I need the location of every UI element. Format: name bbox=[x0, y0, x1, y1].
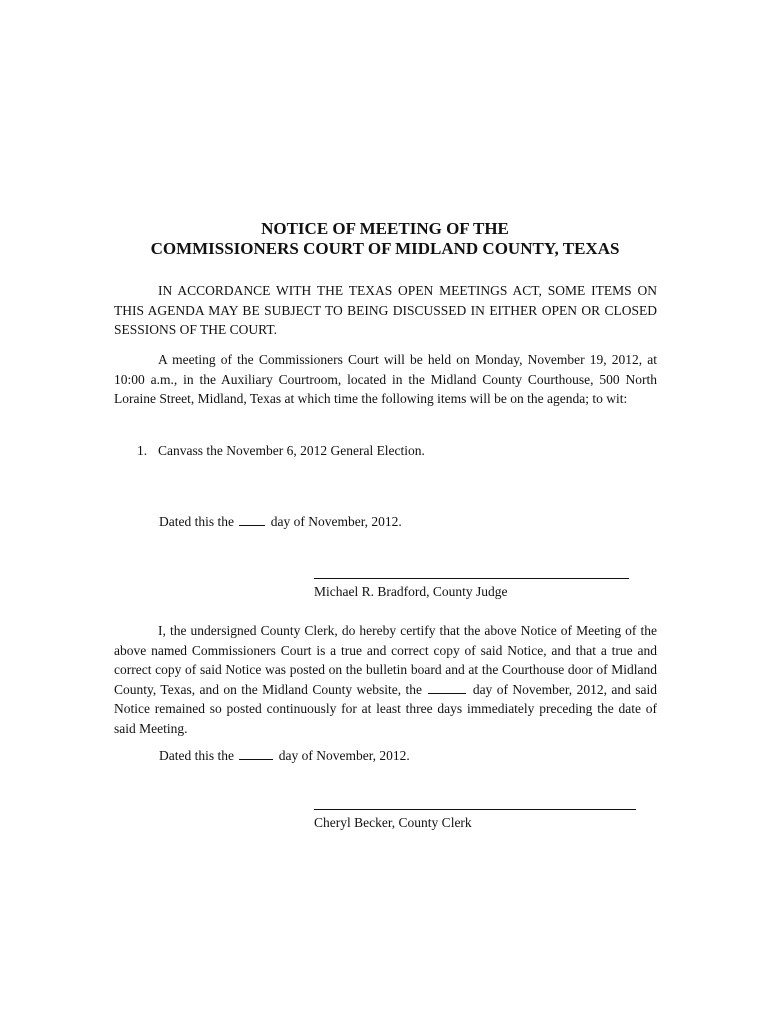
document-title-line2: COMMISSIONERS COURT OF MIDLAND COUNTY, TEXAS bbox=[150, 239, 620, 258]
agenda-item-text: Canvass the November 6, 2012 General Election. bbox=[158, 443, 425, 458]
dated-prefix: Dated this the bbox=[159, 748, 234, 763]
dated-line-clerk bbox=[159, 746, 410, 766]
dated-line-judge bbox=[159, 512, 402, 532]
open-meetings-act-paragraph: IN ACCORDANCE WITH THE TEXAS OPEN MEETINGS ACT, SOME ITEMS ON THIS AGENDA MAY BE SUBJECT TO BEING DISCUSSED IN EITHER OPEN OR CLOSED SESSIONS OF THE COURT. bbox=[114, 283, 657, 337]
day-blank bbox=[239, 513, 265, 526]
meeting-details-paragraph: A meeting of the Commissioners Court will be held on Monday, November 19, 2012, at 10:00 a.m., in the Auxiliary Courtroom, located in the Midland County Courthouse, 500 North Loraine Street, Midland, Texas at which time the following items will be on the agenda; to wit: bbox=[114, 352, 657, 406]
judge-signature-name: Michael R. Bradford, County Judge bbox=[314, 584, 508, 599]
certification-text-part1: I, the undersigned County Clerk, do hereby certify that the above Notice of Meeting of the above named Commissioners Court is a true and correct copy of said Notice, and that a true and correct copy of said Notice was posted on the bulletin board and at the Courthouse door of Midland County, Texas, and on the Midland County website, the bbox=[114, 623, 657, 697]
agenda-item-number: 1. bbox=[137, 443, 148, 458]
clerk-certification-paragraph bbox=[114, 621, 657, 738]
agenda-item bbox=[137, 441, 425, 461]
document-title-line1: NOTICE OF MEETING OF THE bbox=[261, 219, 509, 238]
clerk-signature-name: Cheryl Becker, County Clerk bbox=[314, 815, 472, 830]
judge-signature-line bbox=[314, 578, 629, 579]
certification-text-part2: day of November, 2012, and said Notice remained so posted continuously for at least three days immediately preceding the date of said Meeting. bbox=[114, 681, 657, 736]
dated-suffix: day of November, 2012. bbox=[278, 748, 410, 763]
clerk-signature-line bbox=[314, 809, 636, 810]
dated-suffix: day of November, 2012. bbox=[270, 514, 402, 529]
dated-prefix: Dated this the bbox=[159, 514, 234, 529]
day-blank bbox=[239, 747, 273, 760]
posted-day-blank bbox=[428, 681, 466, 694]
